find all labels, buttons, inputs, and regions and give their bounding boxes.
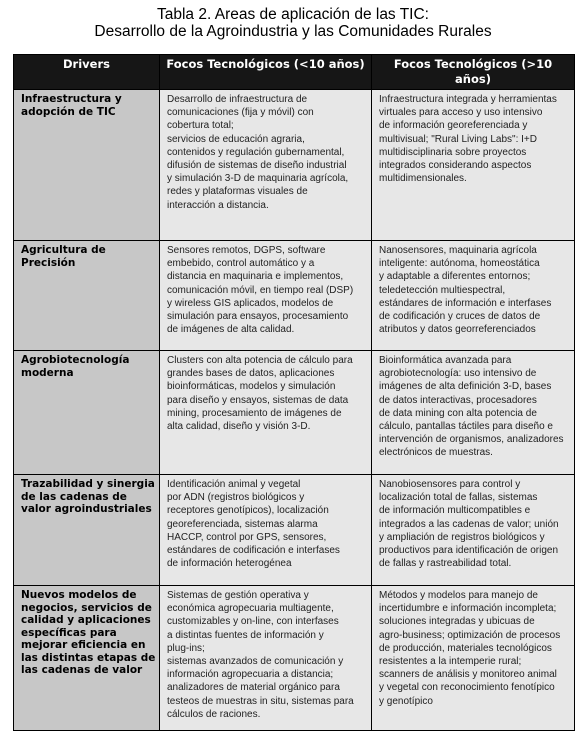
driver-line: específicas para [21, 626, 117, 639]
text-line: Sistemas de gestión operativa y [167, 590, 309, 601]
driver-line: mejorar eficiencia en [21, 639, 146, 651]
text-line: información agropecuaria a distancia; [167, 669, 334, 681]
text-line: cobertura total; [167, 120, 234, 132]
text-line: y vegetal con reconocimiento fenotípico [379, 682, 555, 694]
text-line: alta calidad, diseño y visión 3-D. [167, 421, 311, 433]
text-line: resistentes a la intemperie rural; [379, 656, 522, 668]
text-line: de imágenes de alta calidad. [167, 324, 295, 336]
text-line: comunicación móvil, en tiempo real (DSP) [167, 284, 354, 296]
text-line: productivos para identificación de origen [379, 545, 558, 557]
short-term-cell [160, 241, 372, 351]
text-line: comunicaciones (fija y móvil) con [167, 107, 314, 119]
text-line: cálculo, pantallas táctiles para diseño e [379, 421, 553, 433]
text-line: customizables y on-line, con interfases [167, 616, 339, 628]
text-line: de data mining con alta potencia de [379, 407, 537, 419]
text-line: por ADN (registros biológicos y [167, 492, 305, 504]
text-line: multidimensionales. [379, 173, 467, 185]
text-line: agro-business; optimización de procesos [379, 629, 561, 641]
driver-line: Infraestructura y [21, 93, 122, 105]
text-line: teledetección multiespectral, [379, 284, 506, 296]
driver-line: moderna [21, 366, 74, 379]
driver-line: negocios, servicios de [21, 601, 152, 614]
text-line: y simulación 3-D de maquinaria agrícola, [167, 173, 349, 185]
text-line: simulación para ensayos, procesamiento [167, 311, 349, 323]
text-line: Desarrollo de infraestructura de [167, 94, 308, 105]
driver-cell [14, 475, 160, 586]
driver-line: adopción de TIC [21, 105, 116, 118]
table-row [14, 475, 575, 586]
text-line: georeferenciada, sistemas alarma [167, 518, 318, 530]
driver-line: las cadenas de valor [21, 664, 143, 676]
text-line: y adaptable a diferentes entornos; [379, 271, 531, 283]
text-line: de información georeferenciada y [379, 120, 528, 132]
short-term-cell [160, 475, 372, 586]
text-line: a distintas fuentes de información y [167, 629, 324, 641]
text-line: cálculos de raciones. [167, 708, 261, 720]
driver-line: Nuevos modelos de [21, 589, 137, 601]
text-line: difusión de sistemas de diseño industrial [167, 160, 347, 172]
text-line: plug-ins; [167, 642, 205, 654]
text-line: electrónicos de muestras. [379, 447, 493, 459]
text-line: multivisual; "Rural Living Labs": I+D [379, 133, 537, 145]
text-line: de producción, materiales tecnológicos [379, 642, 552, 654]
text-line: testeos de muestras in situ, sistemas para [167, 695, 354, 707]
driver-cell [14, 351, 160, 475]
driver-line: Precisión [21, 256, 76, 269]
text-line: receptores genotípicos), localización [167, 505, 329, 517]
text-line: Métodos y modelos para manejo de [379, 590, 538, 601]
text-line: incertidumbre e información incompleta; [379, 603, 557, 615]
short-term-cell [160, 351, 372, 475]
text-line: de fallas y rastreabilidad total. [379, 558, 512, 570]
text-line: multidisciplinaria sobre proyectos [379, 146, 527, 158]
text-line: Clusters con alta potencia de cálculo para [167, 355, 353, 366]
driver-cell [14, 90, 160, 241]
text-line: embebido, control automático y a [167, 258, 315, 270]
text-line: integrados considerando aspectos [379, 160, 532, 172]
long-term-cell [372, 351, 575, 475]
long-term-cell [372, 90, 575, 241]
header-row [14, 55, 575, 90]
text-line: y ampliación de registros biológicos y [379, 531, 545, 543]
driver-line: Agrobiotecnología [21, 354, 130, 366]
driver-line: calidad y aplicaciones [21, 614, 151, 626]
text-line: virtuales para acceso y uso intensivo [379, 107, 543, 119]
text-line: de información multicompatibles e [379, 505, 531, 517]
long-term-cell [372, 475, 575, 586]
text-line: agrobiotecnología: uso intensivo de [379, 368, 537, 380]
text-line: grandes bases de datos, aplicaciones [167, 368, 335, 380]
text-line: analizadores de material orgánico para [167, 682, 340, 694]
text-line: inteligente: autónoma, homeostática [379, 258, 540, 270]
text-line: Nanosensores, maquinaria agrícola [379, 245, 537, 256]
table-title: Tabla 2. Areas de aplicación de las TIC: [157, 6, 429, 23]
text-line: interacción a distancia. [167, 199, 269, 211]
text-line: Identificación animal y vegetal [167, 479, 301, 490]
text-line: imágenes de alta definición 3-D, bases [379, 381, 552, 393]
text-line: de información heterogénea [167, 558, 292, 570]
text-line: contenidos y regulación gubernamental, [167, 146, 345, 158]
text-line: Infraestructura integrada y herramientas [379, 94, 557, 105]
table-row [14, 90, 575, 241]
header-short-term: Focos Tecnológicos (<10 años) [160, 55, 372, 90]
text-line: económica agropecuaria multiagente, [167, 603, 334, 615]
text-line: mining, procesamiento de imágenes de [167, 407, 342, 419]
text-line: para diseño y ensayos, sistemas de data [167, 394, 349, 406]
text-line: servicios de educación agraria, [167, 133, 305, 145]
text-line: soluciones integradas y ubicuas de [379, 616, 535, 628]
header-drivers: Drivers [14, 55, 160, 90]
text-line: localización total de fallas, sistemas [379, 492, 538, 504]
text-line: integrados a las cadenas de valor; unión [379, 518, 559, 530]
text-line: Sensores remotos, DGPS, software [167, 245, 326, 256]
text-line: de datos interactivas, procesadores [379, 394, 537, 406]
tic-application-table [13, 54, 575, 731]
table-row [14, 351, 575, 475]
text-line: sistemas avanzados de comunicación y [167, 656, 344, 668]
text-line: y genotípico [379, 695, 433, 707]
text-line: Nanobiosensores para control y [379, 479, 521, 490]
text-line: de codificación y cruces de datos de [379, 311, 541, 323]
text-line: Bioinformática avanzada para [379, 355, 512, 366]
driver-cell [14, 241, 160, 351]
text-line: atributos y datos georreferenciados [379, 324, 536, 336]
text-line: estándares de información e interfases [379, 297, 552, 309]
text-line: distancia en maquinaria e implementos, [167, 271, 344, 283]
text-line: bioinformáticas, modelos y simulación [167, 381, 336, 393]
header-long-term: Focos Tecnológicos (>10 años) [372, 55, 575, 90]
driver-line: de las cadenas de [21, 490, 127, 503]
text-line: intervención de organismos, analizadores [379, 434, 564, 446]
text-line: redes y plataformas visuales de [167, 186, 308, 198]
table-subtitle: Desarrollo de la Agroindustria y las Comunidades Rurales [94, 23, 492, 40]
text-line: estándares de codificación e interfases [167, 545, 340, 557]
driver-line: las distintas etapas de [21, 651, 156, 664]
text-line: HACCP, control por GPS, sensores, [167, 531, 327, 543]
driver-line: valor agroindustriales [21, 503, 152, 515]
table-row [14, 241, 575, 351]
driver-line: Agricultura de [21, 244, 106, 256]
text-line: y wireless GIS aplicados, modelos de [167, 297, 334, 309]
text-line: scanners de análisis y monitoreo animal [379, 669, 557, 681]
short-term-cell [160, 90, 372, 241]
long-term-cell [372, 241, 575, 351]
driver-line: Trazabilidad y sinergia [21, 478, 155, 490]
